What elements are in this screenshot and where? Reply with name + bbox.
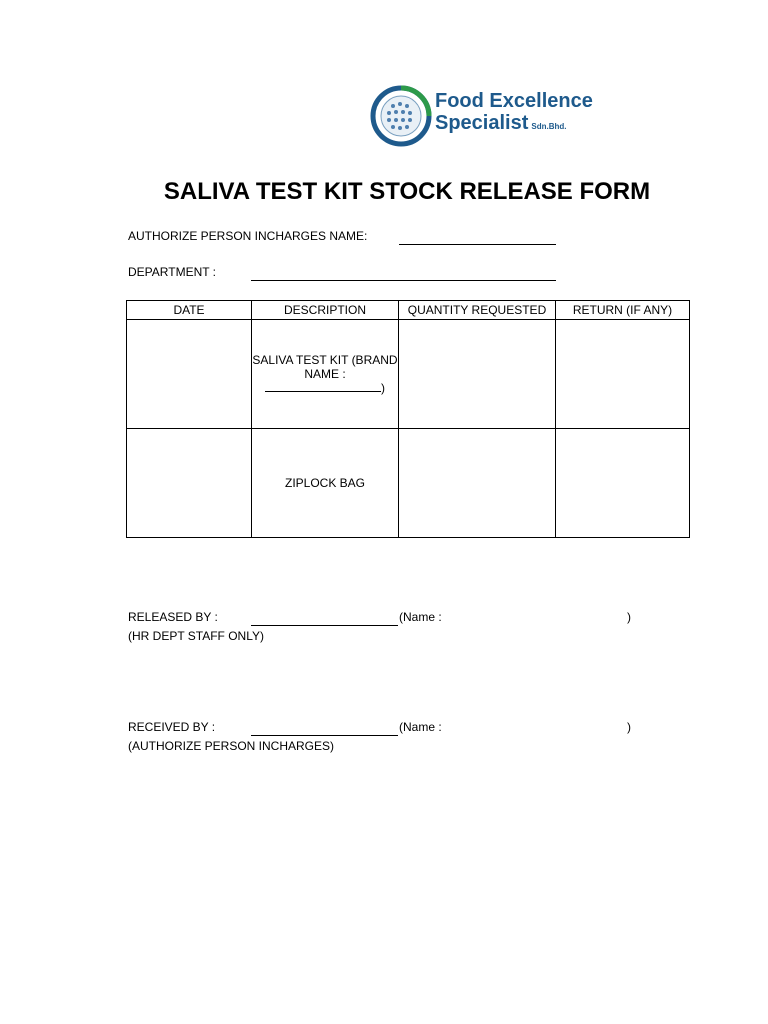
header-description: DESCRIPTION [252, 301, 399, 320]
authorize-person-field[interactable] [399, 244, 556, 245]
received-by-note: (AUTHORIZE PERSON INCHARGES) [128, 739, 335, 753]
stock-table [126, 300, 690, 538]
released-name-label: (Name : [399, 610, 442, 624]
department-label: DEPARTMENT : [128, 265, 217, 279]
released-by-signature-field[interactable] [251, 625, 398, 626]
received-by-label: RECEIVED BY : [128, 720, 216, 734]
department-field[interactable] [251, 280, 556, 281]
header-quantity: QUANTITY REQUESTED [399, 301, 556, 320]
brand-name-field[interactable] [265, 381, 381, 392]
table-row [127, 429, 690, 538]
logo-name-line2-text: Specialist [435, 112, 529, 134]
received-name-close: ) [627, 720, 631, 734]
table-row [127, 320, 690, 429]
brand-name-field-row [252, 381, 398, 395]
description-line2: NAME : [304, 367, 346, 381]
header-date: DATE [127, 301, 252, 320]
released-by-label: RELEASED BY : [128, 610, 218, 624]
header-return: RETURN (IF ANY) [556, 301, 690, 320]
return-cell[interactable] [556, 429, 690, 538]
globe-icon [369, 84, 433, 148]
description-line1: SALIVA TEST KIT (BRAND [252, 353, 398, 367]
received-name-label: (Name : [399, 720, 442, 734]
authorize-person-label: AUTHORIZE PERSON INCHARGES NAME: [128, 229, 368, 243]
table-header-row [127, 301, 690, 320]
form-title: SALIVA TEST KIT STOCK RELEASE FORM [163, 178, 651, 205]
logo-suffix: Sdn.Bhd. [531, 122, 567, 131]
description-cell: ZIPLOCK BAG [252, 429, 399, 538]
received-by-signature-field[interactable] [251, 735, 398, 736]
logo-wordmark [435, 90, 593, 138]
released-name-close: ) [627, 610, 631, 624]
quantity-cell[interactable] [399, 320, 556, 429]
date-cell[interactable] [127, 429, 252, 538]
logo-name-line1: Food Excellence [435, 90, 593, 112]
released-by-note: (HR DEPT STAFF ONLY) [128, 629, 265, 643]
logo-name-line2 [435, 112, 593, 138]
quantity-cell[interactable] [399, 429, 556, 538]
description-cell [252, 320, 399, 429]
return-cell[interactable] [556, 320, 690, 429]
company-logo [369, 84, 609, 148]
date-cell[interactable] [127, 320, 252, 429]
description-close: ) [381, 381, 385, 395]
